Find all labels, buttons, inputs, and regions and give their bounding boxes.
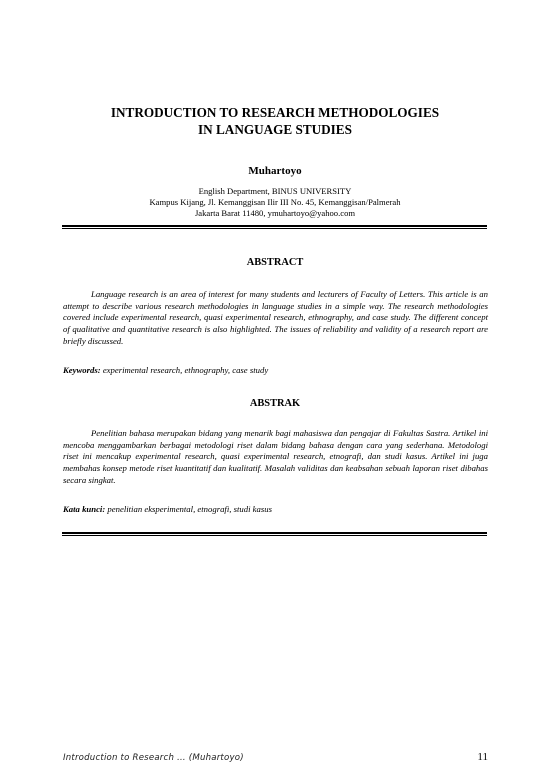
author-name: Muhartoyo: [248, 165, 302, 177]
affiliation-address: Kampus Kijang, Jl. Kemanggisan Ilir III No. 45, Kemanggisan/Palmerah: [149, 197, 401, 207]
keywords-list: experimental research, ethnography, case study: [102, 365, 269, 375]
article-title-line-1: INTRODUCTION TO RESEARCH METHODOLOGIES: [110, 105, 440, 120]
top-divider: [62, 225, 487, 229]
abstract-keywords: [63, 365, 488, 375]
abstrak-heading: ABSTRAK: [249, 398, 301, 409]
affiliation-city-email: Jakarta Barat 11480, ymuhartoyo@yahoo.com: [194, 208, 356, 218]
page-number: 11: [477, 751, 488, 763]
bottom-divider: [62, 532, 487, 536]
affiliation-department: English Department, BINUS UNIVERSITY: [198, 186, 352, 196]
author-affiliation: [60, 186, 490, 219]
article-title-line-2: IN LANGUAGE STUDIES: [198, 122, 352, 137]
kata-kunci-list: penelitian eksperimental, etnografi, studi kasus: [107, 504, 272, 514]
running-footer: Introduction to Research … (Muhartoyo): [63, 753, 244, 763]
kata-kunci-label: Kata kunci:: [63, 504, 106, 514]
article-title: [60, 104, 490, 138]
abstrak-text: Penelitian bahasa merupakan bidang yang menarik bagi mahasiswa dan pengajar di Fakultas Sastra. Artikel ini mencoba menggambarkan berbagai metodologi riset dalam bidang bahasa dengan cara yang sederhana. Metodologi riset ini mencakup experimental research, quasi experimental research, etnografi, dan studi kasus. Artikel ini juga membahas konsep metode riset kuantitatif dan kualitatif. Masalah validitas dan keabsahan sebuah laporan riset dibahas secara singkat.: [63, 428, 488, 485]
abstract-heading: ABSTRACT: [246, 257, 304, 268]
keywords-label: Keywords:: [63, 365, 101, 375]
abstract-text: Language research is an area of interest for many students and lecturers of Faculty of Letters. This article is an attempt to describe various research methodologies in language studies in a simple way. The research methodologies covered include experimental research, quasi experimental research, ethnography, and case study. The different concept of qualitative and quantitative research is also highlighted. The issues of reliability and validity of a research report are briefly discussed.: [63, 289, 488, 346]
abstrak-keywords: [63, 504, 488, 514]
